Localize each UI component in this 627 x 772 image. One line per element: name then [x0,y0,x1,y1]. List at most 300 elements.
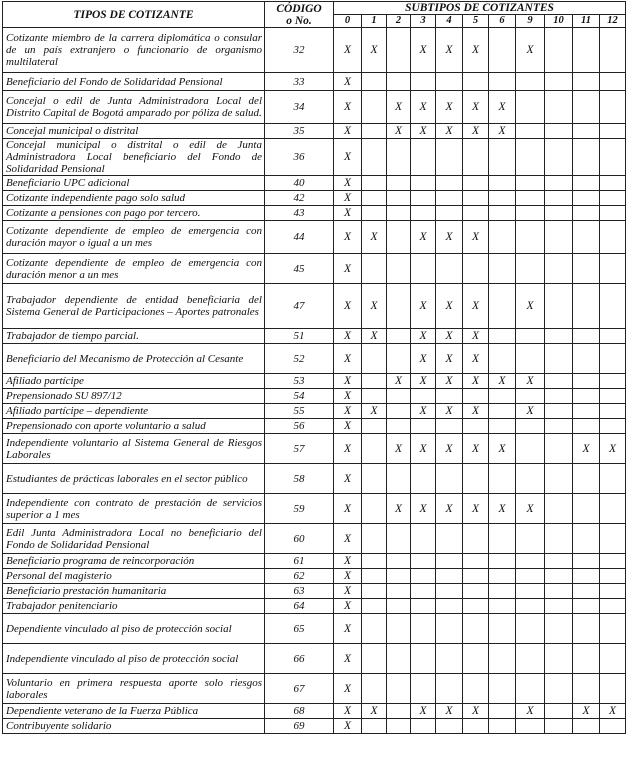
subtype-cell-4: X [436,329,463,344]
subtype-cell-12 [600,284,626,329]
tipo-cotizante-name: Independiente con contrato de prestación de servicios superior a 1 mes [3,494,265,524]
subtype-cell-9 [516,221,545,254]
codigo-cell: 66 [265,644,334,674]
table-row [3,176,626,191]
subtype-cell-3: X [411,434,436,464]
subtype-cell-2 [387,419,411,434]
subtype-cell-2 [387,464,411,494]
table-row [3,644,626,674]
subtype-cell-12 [600,599,626,614]
subtype-cell-10 [545,374,573,389]
subtype-cell-11 [573,569,600,584]
subtype-cell-0: X [334,254,362,284]
subtype-cell-6 [489,389,516,404]
codigo-cell: 69 [265,719,334,734]
subtype-cell-2 [387,704,411,719]
subtype-cell-9 [516,206,545,221]
subtype-cell-0: X [334,644,362,674]
table-row [3,584,626,599]
subtype-header-6: 6 [489,15,516,28]
table-row [3,389,626,404]
subtype-cell-9 [516,554,545,569]
subtype-cell-4: X [436,344,463,374]
subtype-cell-0: X [334,329,362,344]
subtype-cell-9 [516,434,545,464]
subtype-cell-5: X [463,494,489,524]
subtype-cell-5: X [463,374,489,389]
header-codigo-line1: CÓDIGO [276,2,322,15]
subtype-cell-5 [463,191,489,206]
subtype-cell-2 [387,554,411,569]
codigo-cell: 35 [265,124,334,139]
subtype-cell-6 [489,614,516,644]
tipo-cotizante-name: Prepensionado con aporte voluntario a salud [3,419,265,434]
subtype-cell-5 [463,614,489,644]
subtype-cell-1 [362,206,387,221]
subtype-cell-4 [436,254,463,284]
codigo-cell: 47 [265,284,334,329]
subtype-cell-5 [463,176,489,191]
subtype-cell-6 [489,419,516,434]
subtype-cell-0: X [334,124,362,139]
subtype-cell-6 [489,344,516,374]
codigo-cell: 33 [265,73,334,91]
subtype-cell-9: X [516,374,545,389]
subtype-cell-1 [362,254,387,284]
codigo-cell: 53 [265,374,334,389]
subtype-cell-4 [436,524,463,554]
subtype-cell-4 [436,614,463,644]
subtype-cell-3 [411,554,436,569]
subtype-cell-10 [545,344,573,374]
subtype-cell-11: X [573,434,600,464]
subtype-cell-12 [600,389,626,404]
subtype-header-5: 5 [463,15,489,28]
subtype-cell-3: X [411,284,436,329]
tipo-cotizante-name: Cotizante dependiente de empleo de emergencia con duración mayor o igual a un mes [3,221,265,254]
codigo-cell: 58 [265,464,334,494]
codigo-cell: 36 [265,139,334,176]
tipo-cotizante-name: Concejal o edil de Junta Administradora Local del Distrito Capital de Bogotá amparado por póliza de salud. [3,91,265,124]
table-row [3,344,626,374]
codigo-cell: 68 [265,704,334,719]
subtype-cell-11 [573,28,600,73]
subtype-header-4: 4 [436,15,463,28]
subtype-cell-6 [489,704,516,719]
subtype-cell-5 [463,599,489,614]
subtype-cell-12 [600,524,626,554]
subtype-cell-12 [600,221,626,254]
subtype-cell-12 [600,176,626,191]
subtype-cell-5: X [463,91,489,124]
subtype-cell-1 [362,73,387,91]
subtype-cell-6 [489,464,516,494]
table-row [3,28,626,73]
subtype-cell-6 [489,599,516,614]
codigo-cell: 63 [265,584,334,599]
subtype-cell-12 [600,124,626,139]
tipo-cotizante-name: Concejal municipal o distrital o edil de Junta Administradora Local beneficiario del Fondo de Solidaridad Pensional [3,139,265,176]
tipo-cotizante-name: Concejal municipal o distrital [3,124,265,139]
subtype-cell-11 [573,206,600,221]
subtype-cell-9 [516,524,545,554]
subtype-cell-5: X [463,28,489,73]
subtype-cell-1 [362,554,387,569]
table-row [3,284,626,329]
subtype-cell-11 [573,614,600,644]
subtype-cell-12 [600,206,626,221]
subtype-cell-0: X [334,494,362,524]
subtype-cell-3 [411,569,436,584]
subtype-cell-0: X [334,674,362,704]
subtype-cell-11 [573,599,600,614]
table-row [3,569,626,584]
subtype-cell-0: X [334,599,362,614]
subtype-cell-2 [387,254,411,284]
subtype-cell-3 [411,254,436,284]
subtype-cell-12 [600,494,626,524]
subtype-cell-10 [545,139,573,176]
subtype-cell-4 [436,176,463,191]
subtype-cell-3: X [411,374,436,389]
subtype-cell-2 [387,176,411,191]
table-row [3,374,626,389]
subtype-cell-6 [489,644,516,674]
subtype-cell-11 [573,124,600,139]
subtype-cell-1 [362,464,387,494]
subtype-cell-0: X [334,719,362,734]
subtype-cell-11 [573,494,600,524]
subtype-cell-9: X [516,28,545,73]
tipo-cotizante-name: Personal del magisterio [3,569,265,584]
subtype-cell-9: X [516,704,545,719]
codigo-cell: 52 [265,344,334,374]
subtype-cell-10 [545,464,573,494]
subtype-cell-0: X [334,91,362,124]
subtype-cell-5: X [463,704,489,719]
subtype-cell-9 [516,389,545,404]
subtype-cell-11 [573,73,600,91]
subtype-cell-5 [463,674,489,704]
codigo-cell: 51 [265,329,334,344]
subtype-cell-5 [463,464,489,494]
subtype-cell-5 [463,139,489,176]
subtype-cell-5: X [463,221,489,254]
subtype-cell-6 [489,674,516,704]
subtype-cell-12 [600,404,626,419]
subtype-cell-2 [387,404,411,419]
subtype-cell-2: X [387,374,411,389]
codigo-cell: 57 [265,434,334,464]
table-row [3,254,626,284]
subtype-cell-12 [600,644,626,674]
subtype-cell-5 [463,206,489,221]
subtype-cell-3 [411,464,436,494]
subtype-cell-0: X [334,176,362,191]
subtype-cell-12 [600,28,626,73]
subtype-cell-1: X [362,284,387,329]
subtype-cell-4 [436,599,463,614]
subtype-cell-2 [387,191,411,206]
subtype-cell-4 [436,554,463,569]
subtype-cell-10 [545,674,573,704]
subtype-cell-3 [411,73,436,91]
tipo-cotizante-name: Afiliado partícipe – dependiente [3,404,265,419]
subtype-cell-10 [545,191,573,206]
tipo-cotizante-name: Voluntario en primera respuesta aporte solo riesgos laborales [3,674,265,704]
subtype-cell-10 [545,124,573,139]
subtype-cell-0: X [334,73,362,91]
codigo-cell: 45 [265,254,334,284]
subtype-cell-12: X [600,434,626,464]
subtype-cell-9 [516,254,545,284]
subtype-header-1: 1 [362,15,387,28]
subtype-cell-10 [545,254,573,284]
codigo-cell: 43 [265,206,334,221]
subtype-cell-3: X [411,404,436,419]
subtype-cell-3 [411,719,436,734]
subtype-cell-0: X [334,524,362,554]
subtype-cell-10 [545,584,573,599]
subtype-cell-5 [463,524,489,554]
subtype-cell-6: X [489,494,516,524]
subtype-cell-12 [600,719,626,734]
subtype-cell-10 [545,404,573,419]
subtype-cell-2 [387,569,411,584]
subtype-cell-1 [362,389,387,404]
subtype-cell-1 [362,569,387,584]
table-row [3,599,626,614]
subtype-cell-2: X [387,91,411,124]
subtype-cell-6 [489,554,516,569]
table-row [3,124,626,139]
subtype-cell-4 [436,206,463,221]
subtype-cell-0: X [334,419,362,434]
subtype-cell-1 [362,524,387,554]
tipo-cotizante-name: Trabajador penitenciario [3,599,265,614]
table-row [3,464,626,494]
subtype-cell-1 [362,719,387,734]
subtype-cell-0: X [334,374,362,389]
subtype-cell-11 [573,344,600,374]
subtype-cell-4 [436,73,463,91]
codigo-cell: 56 [265,419,334,434]
subtype-cell-11 [573,404,600,419]
subtype-cell-2 [387,644,411,674]
subtype-cell-4 [436,584,463,599]
subtype-cell-11 [573,644,600,674]
subtype-cell-3 [411,419,436,434]
subtype-cell-9 [516,329,545,344]
subtype-cell-4 [436,719,463,734]
subtype-cell-0: X [334,28,362,73]
subtype-cell-0: X [334,389,362,404]
subtype-cell-10 [545,329,573,344]
subtype-cell-0: X [334,614,362,644]
subtype-header-10: 10 [545,15,573,28]
table-row [3,419,626,434]
tipo-cotizante-name: Dependiente veterano de la Fuerza Pública [3,704,265,719]
subtype-cell-5 [463,419,489,434]
subtype-cell-2 [387,524,411,554]
subtype-cell-1 [362,191,387,206]
subtype-cell-10 [545,176,573,191]
tipo-cotizante-name: Edil Junta Administradora Local no beneficiario del Fondo de Solidaridad Pensional [3,524,265,554]
subtype-cell-10 [545,284,573,329]
tipo-cotizante-name: Cotizante dependiente de empleo de emergencia con duración menor a un mes [3,254,265,284]
subtype-cell-2 [387,389,411,404]
subtype-cell-0: X [334,584,362,599]
codigo-cell: 62 [265,569,334,584]
subtype-cell-9 [516,584,545,599]
subtype-cell-12 [600,584,626,599]
subtype-cell-5: X [463,344,489,374]
subtype-cell-10 [545,614,573,644]
subtype-cell-3 [411,206,436,221]
subtype-cell-4 [436,569,463,584]
tipo-cotizante-name: Trabajador de tiempo parcial. [3,329,265,344]
subtype-cell-10 [545,599,573,614]
tipo-cotizante-name: Prepensionado SU 897/12 [3,389,265,404]
subtype-cell-0: X [334,221,362,254]
table-row [3,73,626,91]
subtype-cell-12 [600,464,626,494]
subtype-cell-5: X [463,404,489,419]
subtype-cell-5 [463,719,489,734]
subtype-cell-12: X [600,704,626,719]
subtype-cell-3 [411,139,436,176]
cotizantes-table [2,1,626,734]
subtype-cell-12 [600,614,626,644]
subtype-cell-6: X [489,91,516,124]
subtype-cell-5 [463,584,489,599]
subtype-cell-2 [387,674,411,704]
subtype-cell-1: X [362,404,387,419]
subtype-cell-2: X [387,494,411,524]
subtype-cell-10 [545,569,573,584]
table-row [3,494,626,524]
subtype-cell-6 [489,584,516,599]
subtype-cell-6 [489,284,516,329]
subtype-cell-9: X [516,494,545,524]
subtype-cell-3: X [411,344,436,374]
subtype-cell-2 [387,73,411,91]
subtype-cell-2 [387,284,411,329]
subtype-cell-10 [545,719,573,734]
subtype-cell-11 [573,524,600,554]
codigo-cell: 42 [265,191,334,206]
subtype-cell-11 [573,719,600,734]
subtype-cell-12 [600,554,626,569]
subtype-cell-0: X [334,404,362,419]
tipo-cotizante-name: Estudiantes de prácticas laborales en el sector público [3,464,265,494]
subtype-cell-9 [516,719,545,734]
subtype-cell-6: X [489,434,516,464]
subtype-header-9: 9 [516,15,545,28]
subtype-cell-1 [362,599,387,614]
subtype-cell-0: X [334,569,362,584]
header-tipos-de-cotizante: TIPOS DE COTIZANTE [3,2,265,28]
subtype-cell-3 [411,584,436,599]
subtype-header-3: 3 [411,15,436,28]
tipo-cotizante-name: Beneficiario programa de reincorporación [3,554,265,569]
subtype-cell-2 [387,584,411,599]
subtype-cell-6 [489,524,516,554]
table-row [3,206,626,221]
subtype-cell-4: X [436,494,463,524]
subtype-cell-1 [362,674,387,704]
subtype-cell-2 [387,139,411,176]
subtype-cell-11 [573,176,600,191]
subtype-cell-2: X [387,124,411,139]
tipo-cotizante-name: Independiente vinculado al piso de protección social [3,644,265,674]
subtype-cell-10 [545,494,573,524]
table-row [3,719,626,734]
subtype-cell-12 [600,344,626,374]
subtype-cell-3: X [411,28,436,73]
table-row [3,524,626,554]
tipo-cotizante-name: Independiente voluntario al Sistema General de Riesgos Laborales [3,434,265,464]
subtype-cell-3: X [411,704,436,719]
subtype-cell-1 [362,124,387,139]
codigo-cell: 60 [265,524,334,554]
subtype-cell-0: X [334,464,362,494]
subtype-cell-3 [411,524,436,554]
subtype-cell-11 [573,554,600,569]
subtype-cell-9: X [516,404,545,419]
subtype-cell-6 [489,206,516,221]
subtype-cell-6: X [489,374,516,389]
subtype-cell-9 [516,614,545,644]
subtype-cell-6 [489,73,516,91]
subtype-cell-3 [411,599,436,614]
subtype-cell-3: X [411,221,436,254]
subtype-cell-6 [489,569,516,584]
subtype-cell-1 [362,434,387,464]
subtype-cell-4 [436,644,463,674]
codigo-cell: 32 [265,28,334,73]
subtype-cell-9 [516,599,545,614]
subtype-cell-12 [600,374,626,389]
subtype-cell-3: X [411,494,436,524]
header-codigo-line2: o No. [286,14,312,27]
subtype-cell-2 [387,28,411,73]
subtype-cell-9 [516,176,545,191]
subtype-cell-3 [411,644,436,674]
subtype-cell-1 [362,176,387,191]
subtype-cell-0: X [334,284,362,329]
subtype-cell-6 [489,191,516,206]
subtype-cell-5 [463,569,489,584]
subtype-header-0: 0 [334,15,362,28]
subtype-header-2: 2 [387,15,411,28]
subtype-cell-5: X [463,434,489,464]
subtype-cell-1 [362,344,387,374]
subtype-cell-4: X [436,374,463,389]
codigo-cell: 67 [265,674,334,704]
subtype-cell-2 [387,719,411,734]
subtype-cell-0: X [334,704,362,719]
tipo-cotizante-name: Beneficiario del Mecanismo de Protección al Cesante [3,344,265,374]
tipo-cotizante-name: Beneficiario del Fondo de Solidaridad Pensional [3,73,265,91]
subtype-cell-4: X [436,124,463,139]
subtype-cell-12 [600,329,626,344]
subtype-cell-2 [387,221,411,254]
subtype-cell-2: X [387,434,411,464]
subtype-cell-12 [600,254,626,284]
subtype-cell-9 [516,644,545,674]
subtype-cell-10 [545,221,573,254]
